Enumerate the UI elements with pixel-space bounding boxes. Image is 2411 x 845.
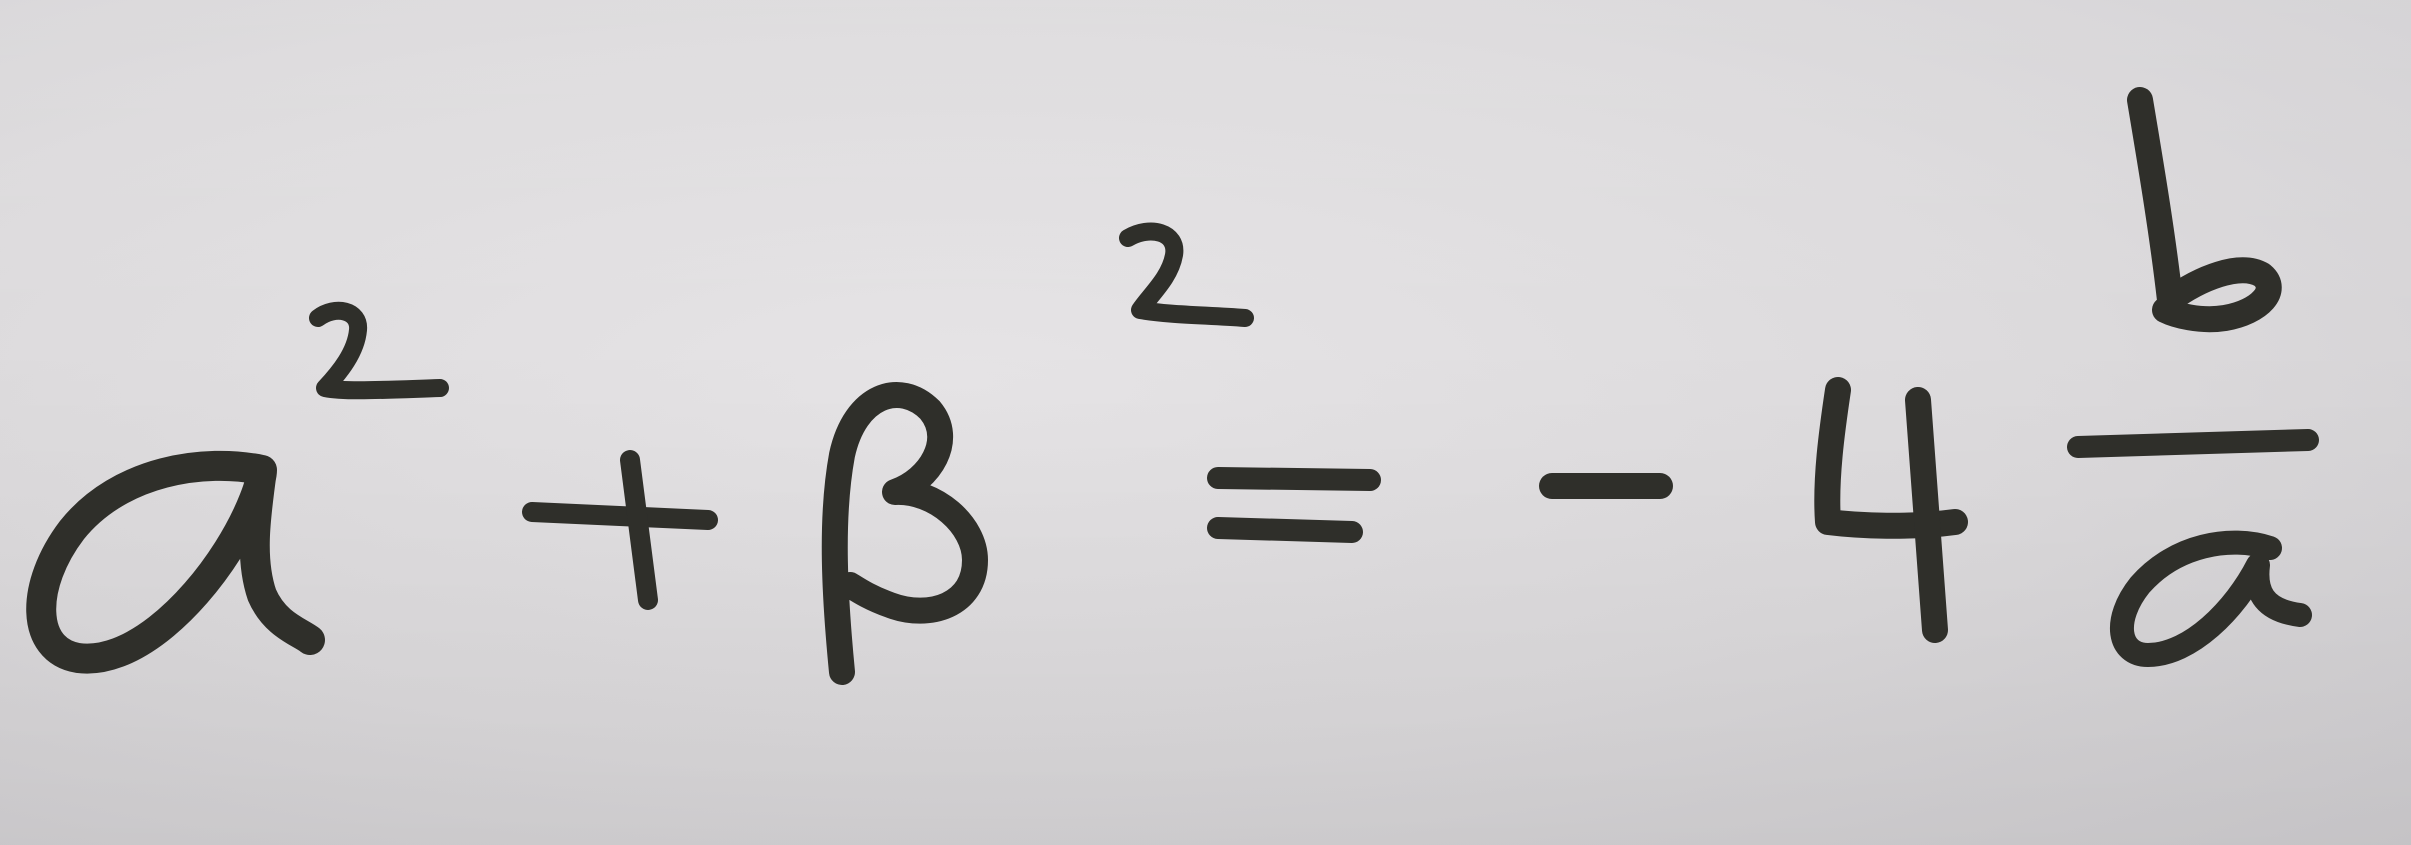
equals-sign-bottom (1218, 528, 1352, 532)
four-glyph-stem (1918, 400, 1935, 630)
alpha-glyph (41, 466, 310, 659)
beta-glyph (835, 395, 975, 672)
numerator-b-glyph (2140, 100, 2269, 319)
denominator-a-glyph (2122, 543, 2300, 655)
plus-sign-vertical (630, 460, 648, 600)
alpha-exponent-two (318, 311, 440, 390)
equals-sign-top (1218, 478, 1370, 480)
beta-exponent-two (1128, 232, 1245, 318)
fraction-bar (2078, 440, 2308, 447)
plus-sign-horizontal (532, 512, 708, 520)
